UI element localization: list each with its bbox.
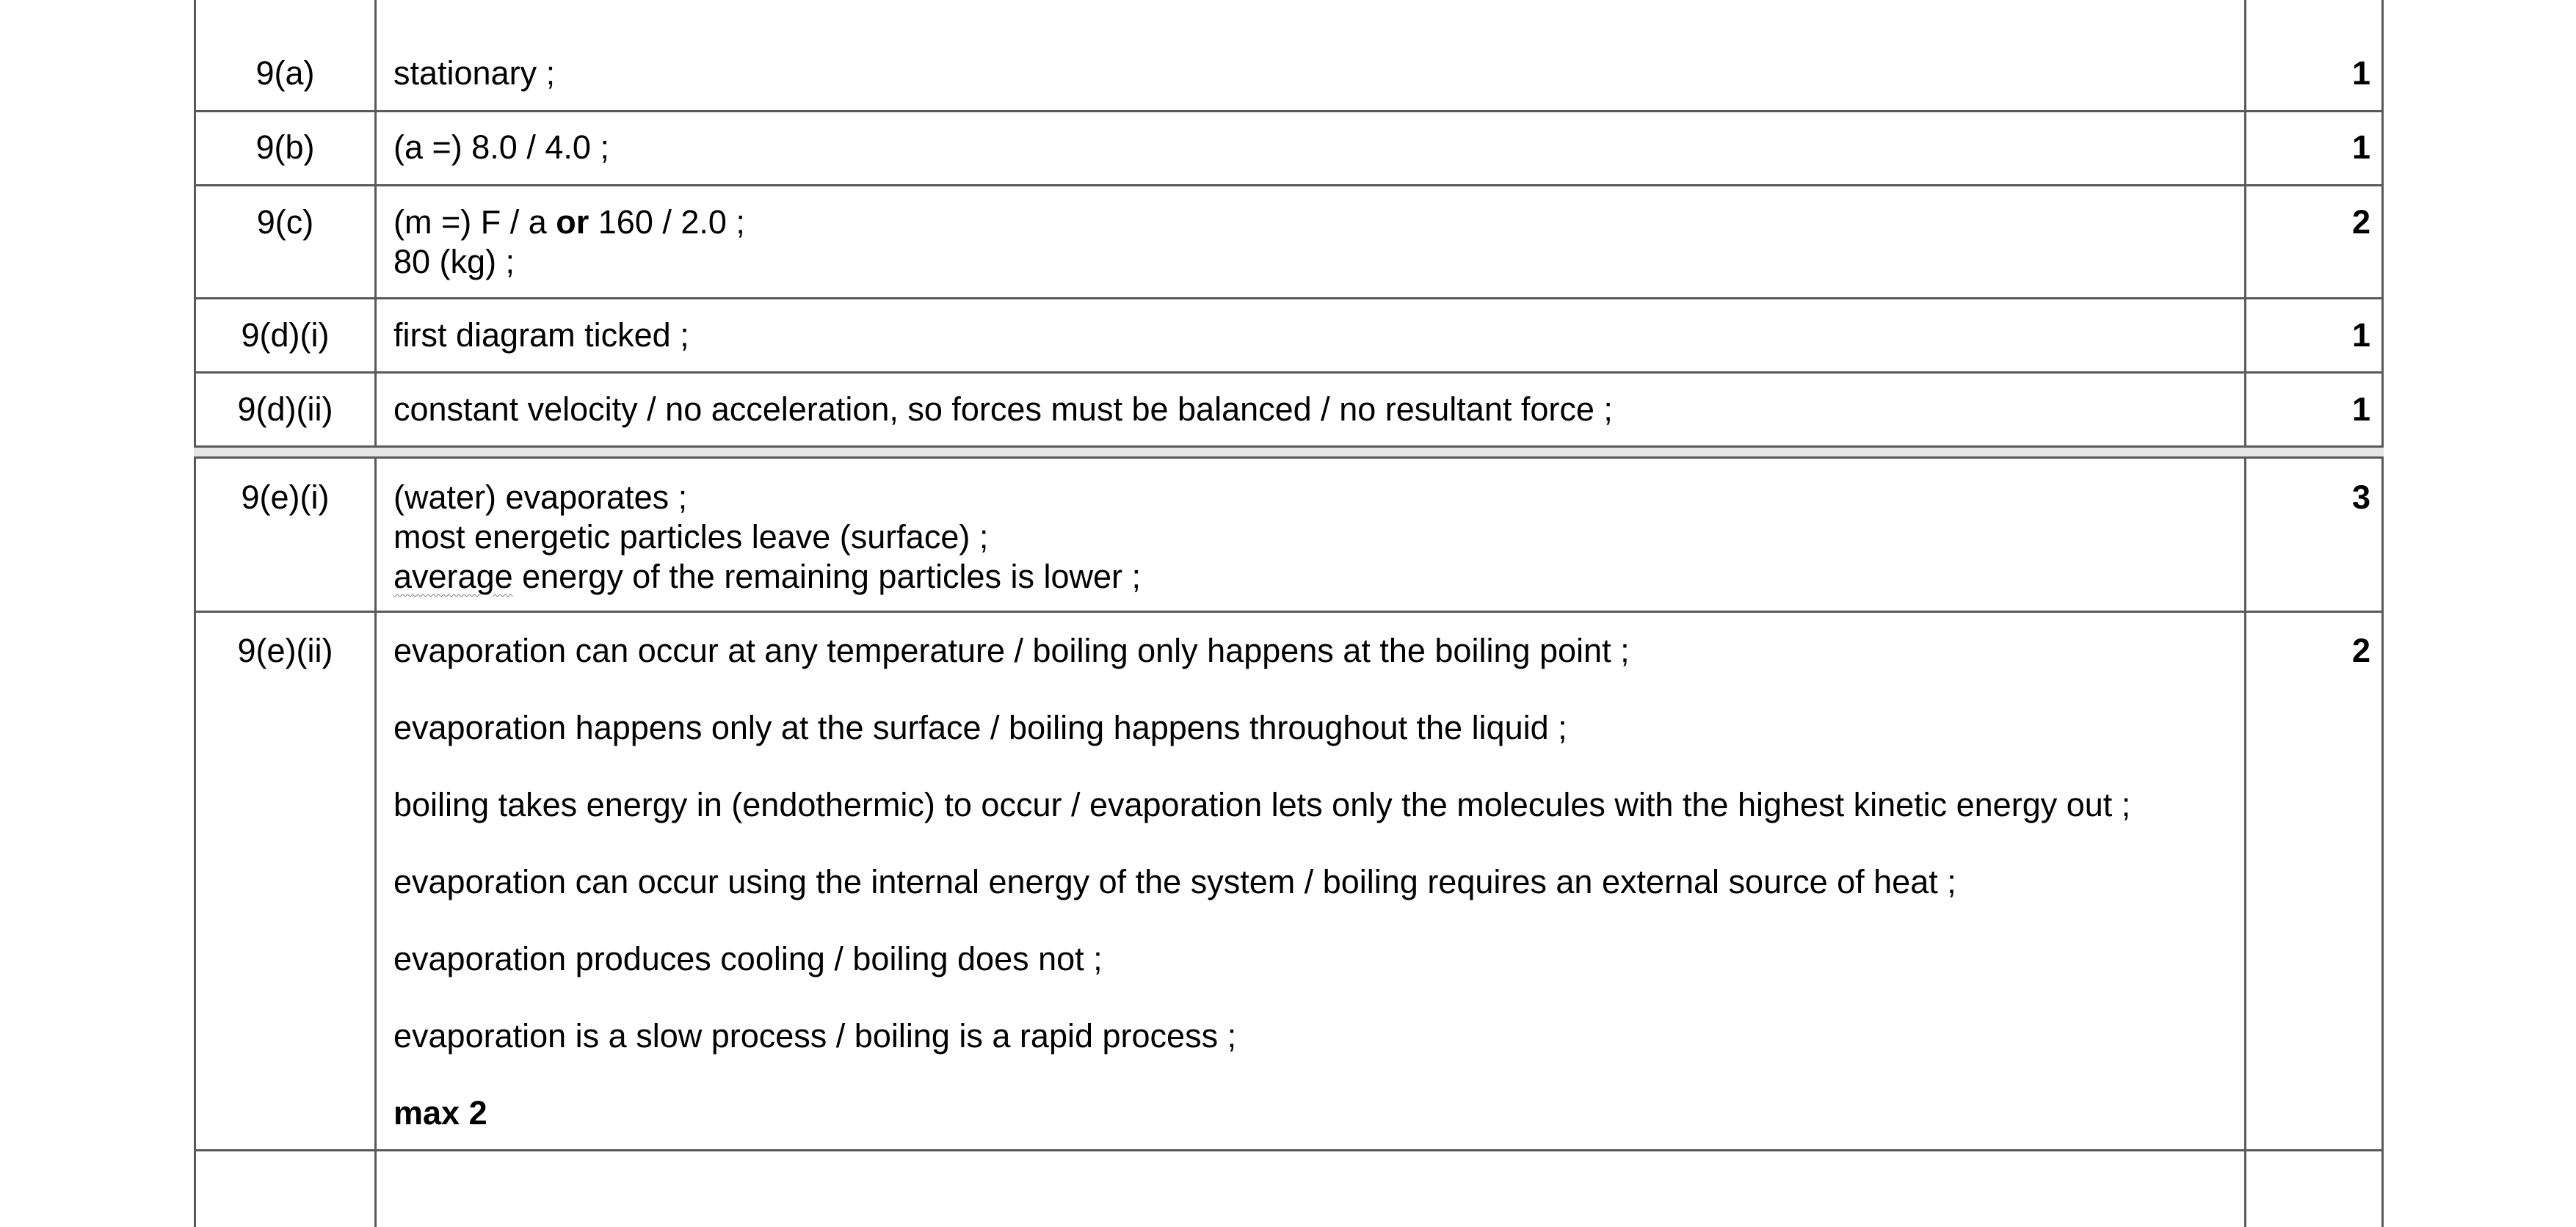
question-number: 9(d)(ii) [237, 390, 333, 428]
row-rule [194, 445, 2384, 448]
answer-point: evaporation can occur at any temperature / boiling only happens at the boiling point ; [393, 632, 1630, 669]
row-rule [194, 184, 2384, 186]
answer-line [393, 203, 2412, 242]
answer-text [393, 54, 2412, 93]
answer-fragment: 160 / 2.0 ; [589, 203, 745, 241]
mark-value: 1 [2351, 316, 2370, 354]
answer-line: 80 (kg) ; [393, 243, 515, 280]
answer-text [393, 478, 2412, 597]
answer-fragment: energy of the remaining particles is lower ; [512, 558, 1142, 595]
spellcheck-flagged-word: average [393, 558, 513, 595]
question-number: 9(e)(i) [241, 478, 330, 516]
answer-line: first diagram ticked ; [393, 316, 689, 354]
row-rule [194, 110, 2384, 112]
question-number: 9(a) [255, 54, 315, 92]
row-rule [194, 611, 2384, 613]
question-number: 9(c) [256, 203, 314, 241]
mark-scheme-table [194, 0, 2384, 1227]
answer-text [393, 128, 2412, 167]
answer-text [393, 316, 2412, 355]
mark-value: 1 [2351, 128, 2370, 166]
row-rule [194, 456, 2384, 459]
mark-value: 3 [2351, 478, 2370, 516]
answer-point: boiling takes energy in (endothermic) to occur / evaporation lets only the molecules with the highest kinetic energy out ; [393, 786, 2131, 823]
question-number: 9(d)(i) [241, 316, 330, 354]
answer-fragment: (m =) F / a [393, 203, 556, 241]
answer-text [393, 203, 2412, 282]
answer-point: evaporation produces cooling / boiling does not ; [393, 940, 1103, 977]
answer-text [393, 390, 2412, 429]
mark-value: 1 [2351, 54, 2370, 92]
answer-point: evaporation is a slow process / boiling is a rapid process ; [393, 1017, 1237, 1055]
mark-value: 2 [2351, 203, 2370, 241]
page-break-band [194, 448, 2384, 456]
row-rule [194, 1149, 2384, 1151]
answer-text [393, 631, 2412, 1133]
max-marks-note: max 2 [393, 1094, 487, 1132]
row-rule [194, 297, 2384, 299]
mark-value: 1 [2351, 390, 2370, 428]
answer-line: (water) evaporates ; [393, 478, 688, 516]
question-number: 9(b) [255, 128, 315, 166]
mark-value: 2 [2351, 632, 2370, 669]
answer-line: constant velocity / no acceleration, so forces must be balanced / no resultant force ; [393, 390, 1613, 428]
answer-point: evaporation happens only at the surface / boiling happens throughout the liquid ; [393, 709, 1567, 746]
row-rule [194, 371, 2384, 374]
answer-line: (a =) 8.0 / 4.0 ; [393, 128, 609, 166]
answer-line: stationary ; [393, 54, 556, 92]
question-number: 9(e)(ii) [237, 632, 333, 669]
answer-line [393, 557, 2412, 597]
answer-keyword-or: or [556, 203, 589, 241]
answer-point: evaporation can occur using the internal energy of the system / boiling requires an external source of heat ; [393, 863, 1956, 900]
answer-line: most energetic particles leave (surface) ; [393, 518, 989, 556]
